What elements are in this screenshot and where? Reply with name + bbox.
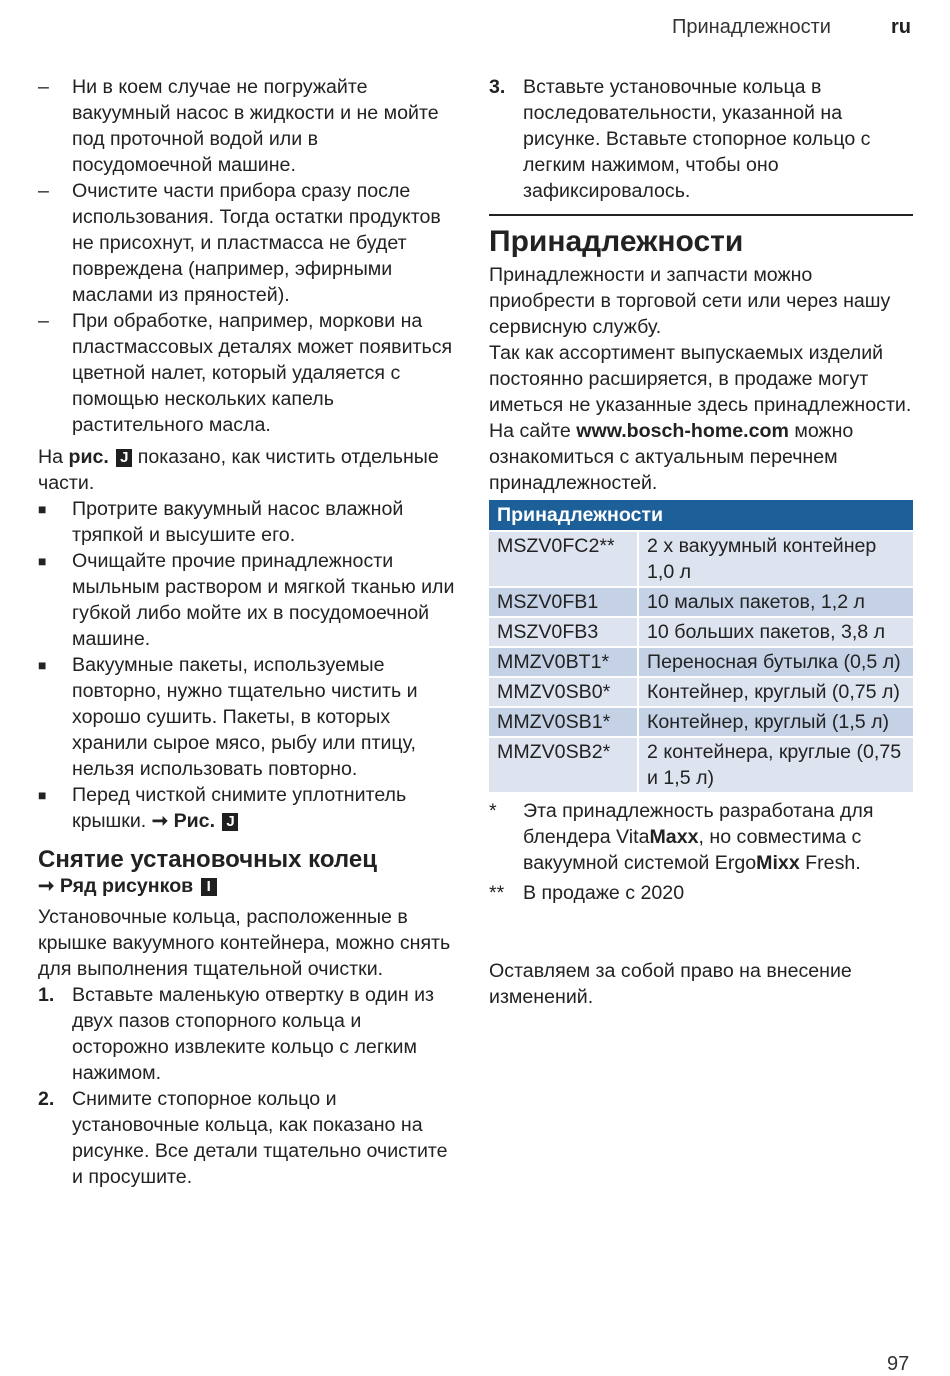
rings-paragraph: Установочные кольца, расположенные в крышке вакуумного контейнера, можно снять для выполнения тщательной очистки.: [38, 906, 451, 980]
running-header-section: Принадлежности: [672, 16, 831, 38]
numbered-step: [38, 1086, 462, 1190]
square-bullet: ■: [38, 657, 47, 673]
accessory-code: MSZV0FC2**: [489, 531, 638, 587]
accessory-code: MMZV0SB1*: [489, 707, 638, 737]
dash-marker: –: [38, 180, 49, 202]
accessory-description: Переносная бутылка (0,5 л): [638, 647, 913, 677]
accessory-code: MSZV0FB1: [489, 587, 638, 617]
accessory-code: MMZV0SB2*: [489, 737, 638, 792]
section-subheading: Снятие установочных колец: [38, 846, 377, 873]
step-number: 1.: [38, 984, 55, 1006]
numbered-step: [489, 74, 913, 204]
accessory-description: Контейнер, круглый (0,75 л): [638, 677, 913, 707]
step-text: Вставьте маленькую отвертку в один из двух пазов стопорного кольца и осторожно извлеките кольцо с легким нажимом.: [72, 984, 435, 1084]
square-item-text: Вакуумные пакеты, используемые повторно, нужно тщательно чистить и хорошо сушить. Пакеты, в которых хранили сырое мясо, рыбу или птицу, нельзя использовать повторно.: [72, 654, 418, 780]
dash-list-item: [38, 178, 462, 308]
last-square-text: Перед чисткой снимите уплотнитель крышки.: [72, 784, 407, 832]
square-list-item: [38, 782, 462, 834]
left-column: [38, 74, 462, 1190]
square-bullet: ■: [38, 501, 47, 517]
footnote-text: [523, 798, 913, 876]
table-row: [489, 617, 913, 647]
square-bullet: ■: [38, 787, 47, 803]
website-link[interactable]: www.bosch-home.com: [576, 420, 789, 442]
paragraph-pre: Так как ассортимент выпускаемых изделий постоянно расширяется, в продаже могут иметься не указанные здесь принадлежности. На сайте: [489, 342, 912, 442]
footnote-part: , но совместима с вакуумной системой Ergo: [523, 826, 862, 874]
accessories-table: [489, 500, 913, 792]
accessories-paragraph: [489, 340, 913, 496]
accessory-description: Контейнер, круглый (1,5 л): [638, 707, 913, 737]
language-code: ru: [891, 16, 911, 38]
square-item-text: Протрите вакуумный насос влажной тряпкой и высушите его.: [72, 498, 404, 546]
dash-item-text: Очистите части прибора сразу после использования. Тогда остатки продуктов не присохнут, и пластмасса не будет повреждена (например, эфирными маслами из пряностей).: [72, 180, 441, 306]
figure-ref: рис.: [68, 446, 109, 468]
intro-pre: На: [38, 446, 64, 468]
table-row: [489, 677, 913, 707]
footnote: [489, 880, 913, 906]
footnote-text: В продаже с 2020: [523, 882, 685, 904]
table-row: [489, 737, 913, 792]
table-row: [489, 707, 913, 737]
figure-series-ref: [38, 874, 462, 898]
dash-item-text: Ни в коем случае не погружайте вакуумный насос в жидкости и не мойте под проточной водой или в посудомоечной машине.: [72, 76, 439, 176]
accessory-code: MMZV0SB0*: [489, 677, 638, 707]
footnote-mark: *: [489, 800, 497, 822]
accessories-intro: Принадлежности и запчасти можно приобрести в торговой сети или через нашу сервисную службу.: [489, 264, 891, 338]
accessory-description: 2 x вакуумный контейнер 1,0 л: [638, 531, 913, 587]
figure-series-text: Ряд рисунков: [59, 875, 194, 897]
footnote-part: Эта принадлежность разработана для блендера Vita: [523, 800, 874, 848]
footnote-brand: Maxx: [649, 826, 699, 848]
dash-list-item: [38, 308, 462, 438]
figure-badge: I: [201, 878, 217, 896]
accessory-code: MSZV0FB3: [489, 617, 638, 647]
figure-badge: J: [116, 449, 132, 467]
accessory-description: 2 контейнера, круглые (0,75 и 1,5 л): [638, 737, 913, 792]
figure-ref: Рис.: [173, 810, 216, 832]
dash-list-item: [38, 74, 462, 178]
arrow-right-icon: ➞: [38, 875, 55, 897]
step-number: 3.: [489, 76, 506, 98]
dash-marker: –: [38, 310, 49, 332]
square-list-item: [38, 548, 462, 652]
page-number: 97: [887, 1353, 910, 1375]
dash-item-text: При обработке, например, моркови на пластмассовых деталях может появиться цветной налет, который удаляется с помощью нескольких капель растительного масла.: [72, 310, 453, 436]
square-item-text: [72, 782, 462, 834]
step-text: Вставьте установочные кольца в последовательности, указанной на рисунке. Вставьте стопорное кольцо с легким нажимом, чтобы оно зафиксировалось.: [523, 76, 871, 202]
numbered-step: [38, 982, 462, 1086]
step-text: Снимите стопорное кольцо и установочные кольца, как показано на рисунке. Все детали тщательно очистите и просушите.: [72, 1088, 448, 1188]
accessory-description: 10 малых пакетов, 1,2 л: [638, 587, 913, 617]
table-row: [489, 647, 913, 677]
table-row: [489, 531, 913, 587]
square-item-text: Очищайте прочие принадлежности мыльным раствором и мягкой тканью или губкой либо мойте их в посудомоечной машине.: [72, 550, 455, 650]
table-header: Принадлежности: [489, 500, 913, 531]
table-row: [489, 587, 913, 617]
intro-post: показано, как чистить отдельные части.: [38, 446, 439, 494]
square-list-item: [38, 652, 462, 782]
intro-paragraph: [38, 444, 462, 496]
right-column: [489, 74, 913, 1010]
section-divider: [489, 214, 913, 216]
accessory-code: MMZV0BT1*: [489, 647, 638, 677]
square-bullet: ■: [38, 553, 47, 569]
paragraph-post: можно ознакомиться с актуальным перечнем принадлежностей.: [489, 420, 854, 494]
section-heading: Принадлежности: [489, 225, 744, 258]
arrow-right-icon: ➞: [151, 810, 169, 832]
dash-marker: –: [38, 76, 49, 98]
square-list-item: [38, 496, 462, 548]
footnote-mark: **: [489, 882, 505, 904]
footnote-part: Fresh.: [799, 852, 861, 874]
footnote: [489, 798, 913, 876]
accessory-description: 10 больших пакетов, 3,8 л: [638, 617, 913, 647]
figure-badge: J: [222, 813, 238, 831]
disclaimer: Оставляем за собой право на внесение изменений.: [489, 960, 852, 1008]
footnote-brand: Mixx: [756, 852, 800, 874]
step-number: 2.: [38, 1088, 55, 1110]
